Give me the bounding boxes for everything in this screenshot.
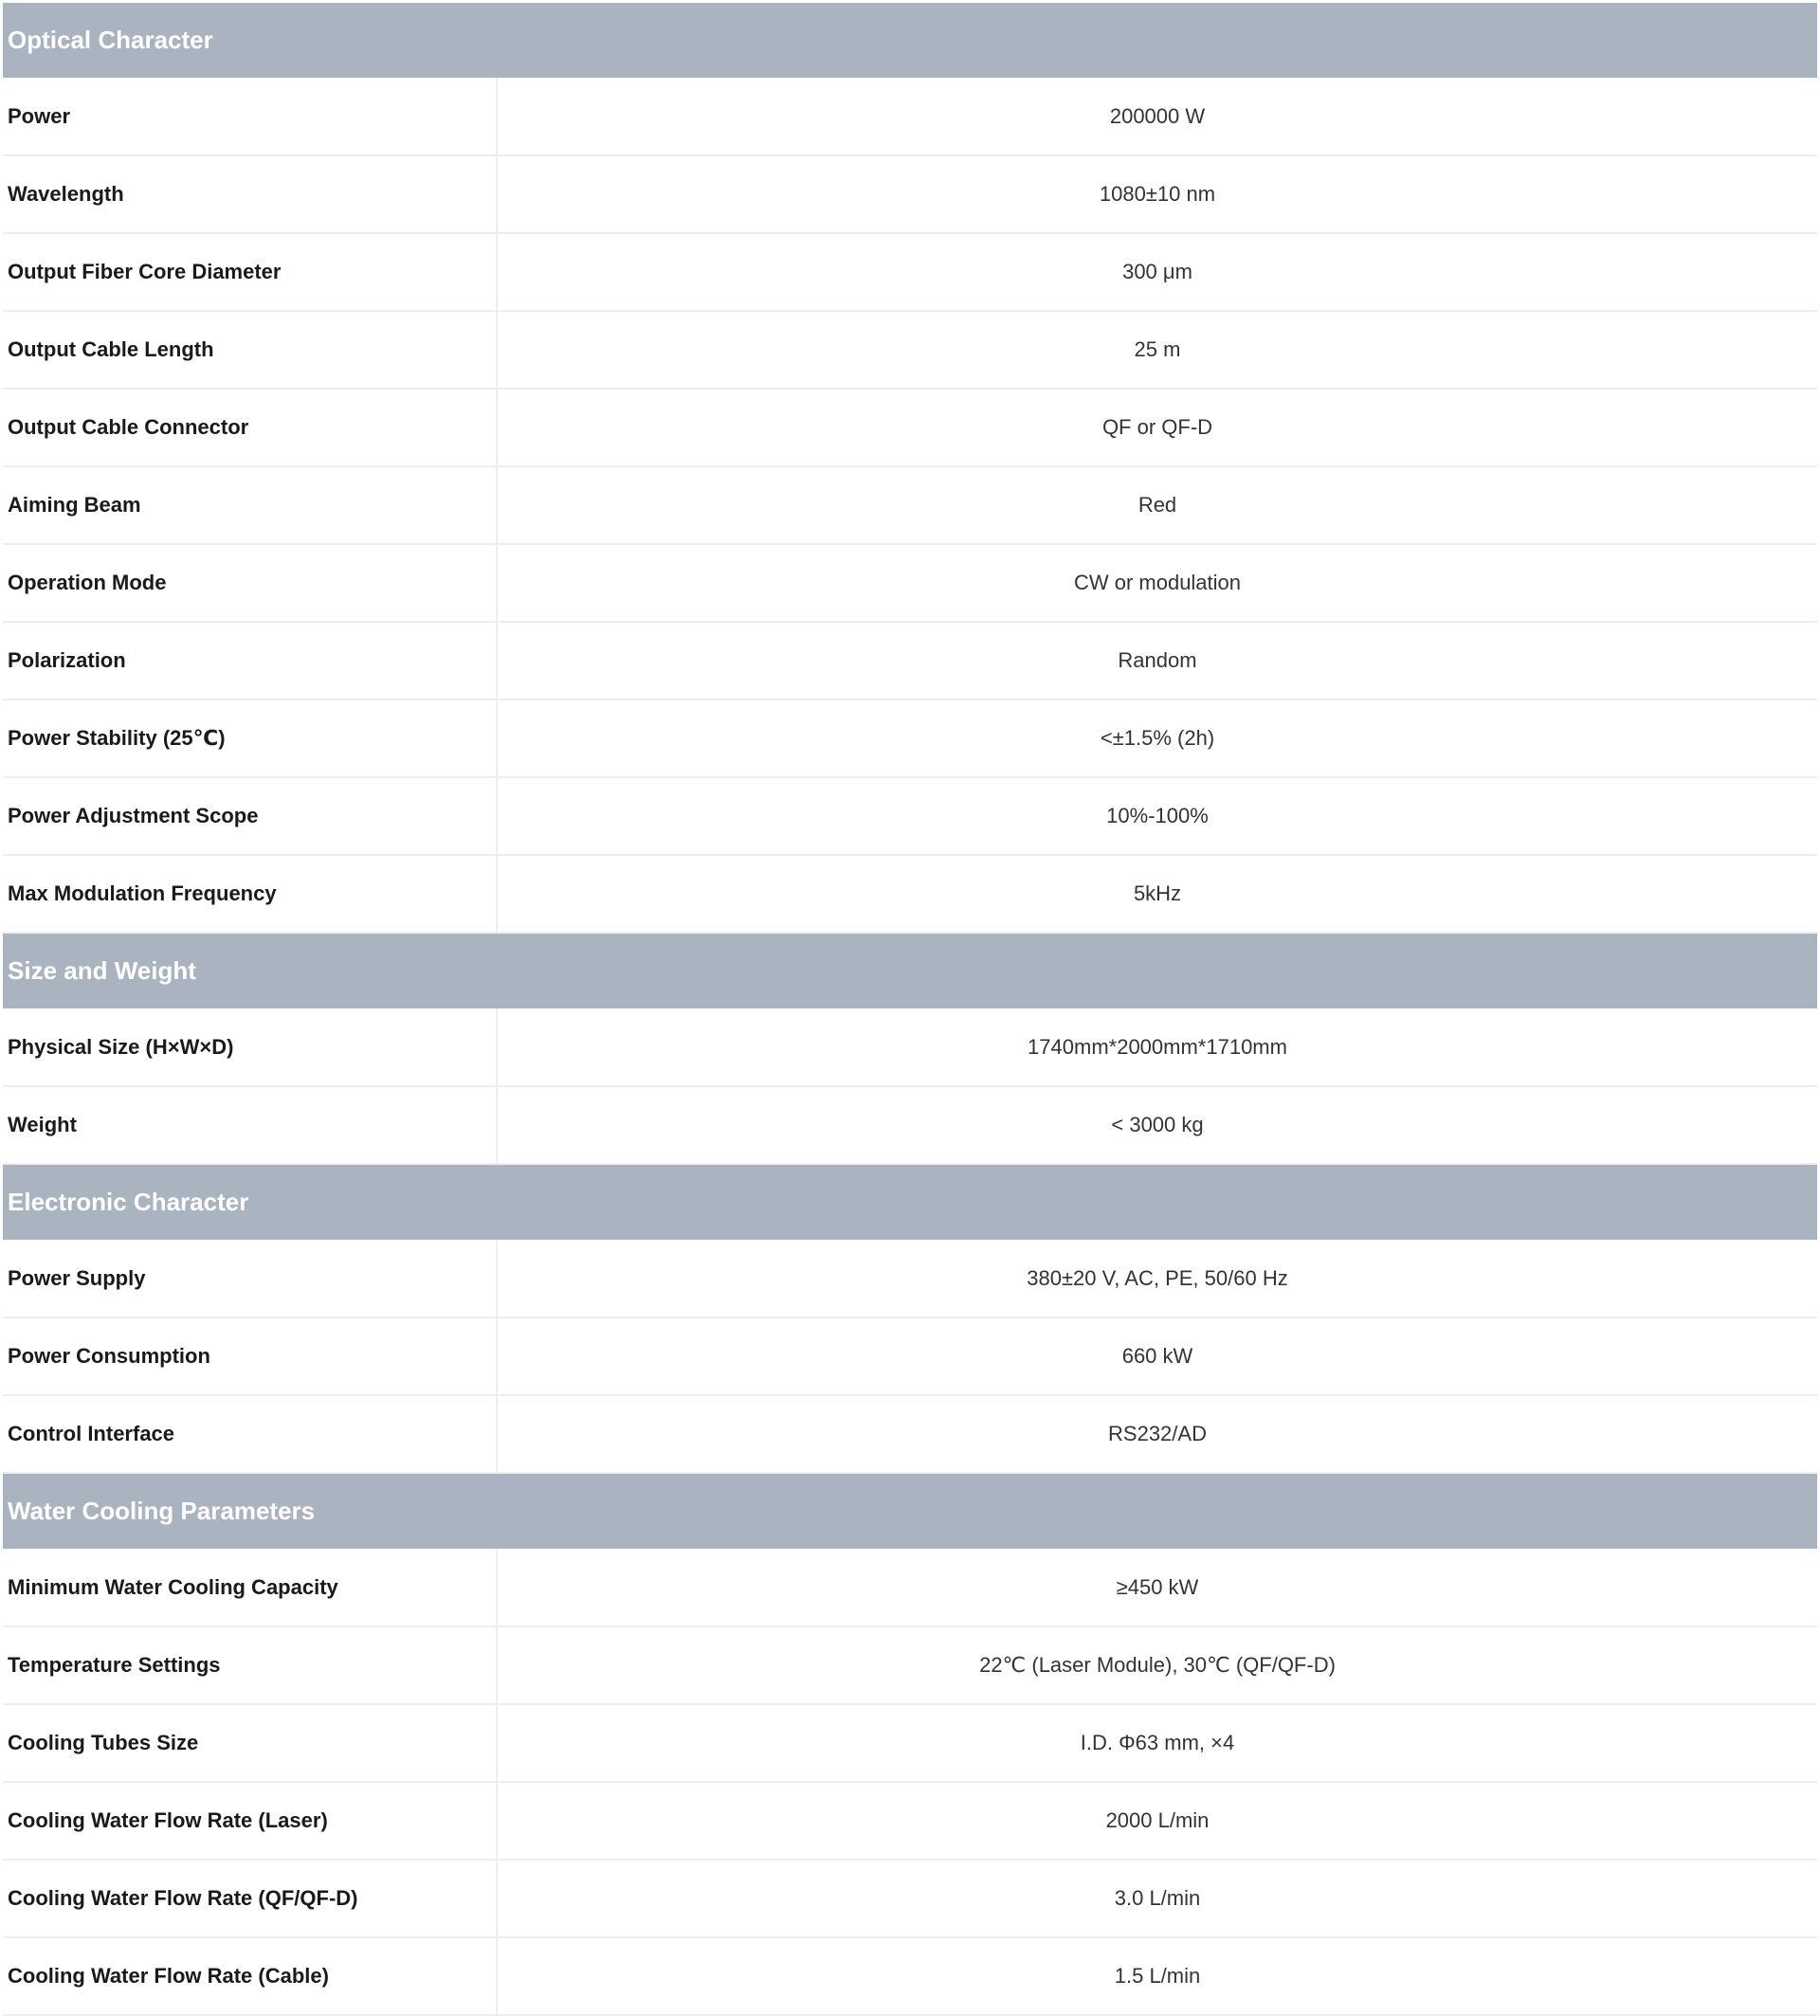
row-label: Power Supply xyxy=(3,1241,497,1318)
table-row xyxy=(3,1550,1817,1627)
table-row xyxy=(3,233,1817,311)
section-title: Electronic Character xyxy=(3,1164,1817,1241)
row-value: 3.0 L/min xyxy=(497,1860,1817,1937)
row-value: 1740mm*2000mm*1710mm xyxy=(497,1009,1817,1087)
table-row xyxy=(3,622,1817,699)
row-value: 200000 W xyxy=(497,79,1817,156)
table-row xyxy=(3,389,1817,466)
table-row xyxy=(3,855,1817,933)
table-row xyxy=(3,544,1817,622)
row-value: Red xyxy=(497,466,1817,544)
row-value: 22℃ (Laser Module), 30℃ (QF/QF-D) xyxy=(497,1626,1817,1704)
row-value: 5kHz xyxy=(497,855,1817,933)
table-row xyxy=(3,1626,1817,1704)
row-value: I.D. Φ63 mm, ×4 xyxy=(497,1704,1817,1782)
row-label: Cooling Water Flow Rate (Laser) xyxy=(3,1782,497,1860)
row-value: <±1.5% (2h) xyxy=(497,699,1817,777)
row-value: Random xyxy=(497,622,1817,699)
row-label: Cooling Tubes Size xyxy=(3,1704,497,1782)
row-value: 1.5 L/min xyxy=(497,1937,1817,2015)
row-label: Cooling Water Flow Rate (Cable) xyxy=(3,1937,497,2015)
section-header-water-cooling-parameters xyxy=(3,1473,1817,1550)
row-value: CW or modulation xyxy=(497,544,1817,622)
section-title: Size and Weight xyxy=(3,933,1817,1009)
row-label: Power xyxy=(3,79,497,156)
row-label: Output Fiber Core Diameter xyxy=(3,233,497,311)
row-label: Operation Mode xyxy=(3,544,497,622)
table-row xyxy=(3,1009,1817,1087)
section-title: Optical Character xyxy=(3,3,1817,79)
table-row xyxy=(3,466,1817,544)
row-value: QF or QF-D xyxy=(497,389,1817,466)
table-row xyxy=(3,1086,1817,1164)
row-value: < 3000 kg xyxy=(497,1086,1817,1164)
row-label: Wavelength xyxy=(3,155,497,233)
section-header-size-and-weight xyxy=(3,933,1817,1009)
row-value: ≥450 kW xyxy=(497,1550,1817,1627)
row-label: Power Consumption xyxy=(3,1317,497,1395)
table-row xyxy=(3,1241,1817,1318)
row-value: 660 kW xyxy=(497,1317,1817,1395)
row-label: Control Interface xyxy=(3,1395,497,1473)
spec-table xyxy=(3,3,1817,2016)
section-header-electronic-character xyxy=(3,1164,1817,1241)
table-row xyxy=(3,1937,1817,2015)
row-label: Output Cable Length xyxy=(3,311,497,389)
row-label: Weight xyxy=(3,1086,497,1164)
row-value: 25 m xyxy=(497,311,1817,389)
table-row xyxy=(3,79,1817,156)
row-label: Minimum Water Cooling Capacity xyxy=(3,1550,497,1627)
row-label: Power Stability (25℃) xyxy=(3,699,497,777)
table-row xyxy=(3,1317,1817,1395)
row-value: 2000 L/min xyxy=(497,1782,1817,1860)
row-label: Power Adjustment Scope xyxy=(3,777,497,855)
table-row xyxy=(3,1704,1817,1782)
row-value: 380±20 V, AC, PE, 50/60 Hz xyxy=(497,1241,1817,1318)
table-row xyxy=(3,1395,1817,1473)
row-label: Output Cable Connector xyxy=(3,389,497,466)
table-row xyxy=(3,155,1817,233)
row-value: RS232/AD xyxy=(497,1395,1817,1473)
table-row xyxy=(3,1782,1817,1860)
row-value: 300 μm xyxy=(497,233,1817,311)
row-value: 10%-100% xyxy=(497,777,1817,855)
row-label: Physical Size (H×W×D) xyxy=(3,1009,497,1087)
row-label: Cooling Water Flow Rate (QF/QF-D) xyxy=(3,1860,497,1937)
table-row xyxy=(3,777,1817,855)
section-header-optical-character xyxy=(3,3,1817,79)
table-row xyxy=(3,311,1817,389)
row-label: Temperature Settings xyxy=(3,1626,497,1704)
table-row xyxy=(3,699,1817,777)
row-value: 1080±10 nm xyxy=(497,155,1817,233)
row-label: Aiming Beam xyxy=(3,466,497,544)
row-label: Polarization xyxy=(3,622,497,699)
section-title: Water Cooling Parameters xyxy=(3,1473,1817,1550)
row-label: Max Modulation Frequency xyxy=(3,855,497,933)
table-row xyxy=(3,1860,1817,1937)
